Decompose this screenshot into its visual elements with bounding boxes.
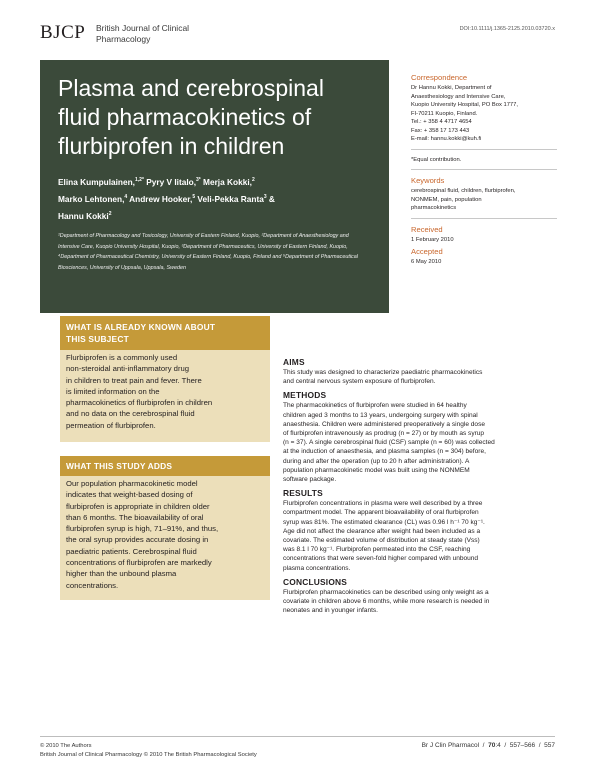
what-this-study-adds-heading: WHAT THIS STUDY ADDS [60,456,270,476]
body-line: neonates and in younger infants. [283,607,379,615]
divider [411,218,557,219]
aims-body [283,368,557,386]
correspondence-email[interactable]: E-mail: hannu.kokki@kuh.fi [411,136,482,142]
journal-name-line1: British Journal of Clinical [96,23,190,33]
body-line: at the induction of anaesthesia, and plasma samples (n = 304) before, [283,448,486,456]
copyright-line: © 2010 The Authors [40,743,92,749]
body-line: concentrations of flurbiprofen are markedly [66,558,212,568]
correspondence-line: Kuopio University Hospital, PO Box 1777, [411,102,518,108]
keywords-line: pharmacokinetics [411,205,457,211]
divider [411,149,557,150]
keywords-line: cerebrospinal fluid, children, flurbiprofen, [411,188,516,194]
body-line: higher than the unbound plasma [66,569,177,579]
page-number: 557 [544,742,555,749]
correspondence-block [411,73,557,144]
title-box [40,60,389,313]
results-body [283,499,557,573]
correspondence-line: Anaesthesiology and Intensive Care, [411,93,506,100]
body-line: paediatric patients. Cerebrospinal fluid [66,546,197,556]
what-is-known-box [60,316,270,442]
body-line: and central nervous system exposure of flurbiprofen. [283,378,436,386]
methods-body [283,401,557,484]
body-line: Our population pharmacokinetic model [66,479,198,488]
author-line-2 [58,190,371,207]
author-affil: 2 [251,177,255,183]
author-affil: 3 [263,193,267,200]
conclusions-body [283,588,557,616]
author-affil: 2 [108,210,112,217]
heading-line: WHAT IS ALREADY KNOWN ABOUT [66,322,216,332]
body-line: permeation of flurbiprofen. [66,420,156,430]
author-affil: 1,2* [135,177,144,183]
author-name: Marko Lehtonen, [58,193,125,204]
separator: / [536,742,543,749]
body-line: Flurbiprofen pharmacokinetics can be described using only weight as a [283,588,489,596]
author-name: Pyry V Iitalo, [143,176,197,187]
author-line-1 [58,173,371,190]
body-line: covariate in children above 6 months, while more research is needed in [283,598,490,606]
body-line: flurbiprofen syrup is high, 71–91%, and thus, [66,524,219,534]
author-name: Merja Kokki, [200,176,252,187]
heading-line: THIS SUBJECT [66,334,129,344]
body-line: Flurbiprofen is a commonly used [66,353,178,362]
article-title: Plasma and cerebrospinal fluid pharmacokinetics of flurbiprofen in children [58,75,324,159]
keywords-line: NONMEM, pain, population [411,196,482,203]
journal-abbrev: Br J Clin Pharmacol [421,742,480,749]
correspondence-line: Fax: + 358 17 173 443 [411,127,470,134]
article-sidebar [411,73,557,270]
body-line: than 6 months. The bioavailability of oral [66,512,204,522]
author-name: Elina Kumpulainen, [58,176,135,187]
body-line: population pharmacokinetic model was built using the NONMEM [283,466,470,474]
journal-name [96,23,189,45]
affiliations: ¹Department of Pharmacology and Toxicology, University of Eastern Finland, Kuopio, ²Department of Anaesthesiology and Intensive Care, Kuopio University Hospital, Kuopio, ³Department of Pharmaceutics, University of Eastern Finland, Kuopio, ⁴Department of Pharmaceutical Chemistry, University of Eastern Finland, Kuopio, Finland and ⁵Department of Pharmaceutical Biosciences, University of Uppsala, Uppsala, Sweden [58,233,358,271]
author-list [58,173,371,223]
author-affil: 4 [124,193,128,200]
body-line: compartment model. The apparent bioavailability of oral flurbiprofen [283,509,479,517]
volume: 70 [488,742,496,749]
body-line: pharmacokinetics of flurbiprofen in children [66,398,213,408]
separator: / [480,742,487,749]
received-date: 1 February 2010 [411,236,454,243]
author-name: Andrew Hooker, [127,193,193,204]
body-line: and no data on the cerebrospinal fluid [66,409,195,419]
accepted-heading: Accepted [411,247,443,256]
author-line-3 [58,207,371,224]
page-range: 557–566 [509,742,536,749]
correspondence-heading: Correspondence [411,73,468,82]
keywords-heading: Keywords [411,176,445,185]
body-line: was 8.1 l 70 kg⁻¹. Flurbiprofen permeated into the CSF, reaching [283,546,471,554]
journal-name-line2: Pharmacology [96,34,151,44]
body-line: non-steroidal anti-inflammatory drug [66,364,190,374]
copyright-line: British Journal of Clinical Pharmacology © 2010 The British Pharmacological Society [40,751,257,758]
results-heading: RESULTS [283,488,323,499]
accepted-block [411,247,557,267]
correspondence-line: Dr Hannu Kokki, Department of [411,85,492,91]
body-line: (n = 37). A single cerebrospinal fluid (CSF) sample (n = 60) was collected [283,439,495,447]
body-line: covariate. The estimated volume of distribution at steady state (Vss) [283,537,480,545]
body-line: anaesthesia. Children were administered preoperatively a single dose [283,420,485,428]
divider [411,169,557,170]
body-line: plasma concentrations. [283,564,351,572]
author-name: Hannu Kokki [58,210,109,221]
body-line: syrup was 81%. The estimated clearance (CL) was 0.96 l h⁻¹ 70 kg⁻¹. [283,518,485,526]
separator: / [502,742,508,749]
what-this-study-adds-body [60,476,270,591]
accepted-date: 6 May 2010 [411,259,442,265]
footer-divider [40,736,555,737]
methods-heading: METHODS [283,390,327,401]
body-line: of flurbiprofen intravenously as prodrug (n = 27) or by mouth as syrup [283,430,485,438]
body-line: indicates that weight-based dosing of [66,490,193,500]
equal-contribution-note: *Equal contribution. [411,156,462,163]
what-is-known-body [60,350,270,431]
issue: :4 [495,742,501,749]
body-line: children aged 3 months to 13 years, undergoing surgery with spinal [283,411,478,419]
body-line: Age did not affect the clearance after weight had been included as a [283,527,481,535]
correspondence-line: Tel.: + 358 4 4717 4654 [411,119,472,125]
conclusions-heading: CONCLUSIONS [283,576,348,587]
keywords-block [411,176,557,213]
author-name: Veli-Pekka Ranta [195,193,264,204]
doi: DOI:10.1111/j.1365-2125.2010.03720.x [459,26,555,32]
body-line: concentrations. [66,580,119,590]
journal-header [40,20,555,52]
copyright [40,742,257,759]
journal-logo: BJCP [40,22,86,43]
received-block [411,225,557,245]
aims-heading: AIMS [283,357,305,367]
author-affil: 5 [192,193,196,200]
author-ampersand: & [266,193,275,204]
body-line: the oral syrup provides accurate dosing in [66,535,209,545]
body-line: The pharmacokinetics of flurbiprofen were studied in 64 healthy [283,402,467,410]
what-is-known-heading [60,316,270,350]
author-affil: 3* [196,177,201,183]
correspondence-line: FI-70211 Kuopio, Finland. [411,110,478,117]
body-line: flurbiprofen is appropriate in children older [66,501,210,511]
body-line: during and after the operation (up to 20 h after administration). A [283,457,470,465]
body-line: This study was designed to characterize paediatric pharmacokinetics [283,369,483,376]
body-line: in children to treat pain and fever. There [66,375,202,385]
abstract [283,357,557,619]
received-heading: Received [411,224,443,234]
body-line: Flurbiprofen concentrations in plasma were well described by a three [283,500,483,508]
body-line: software package. [283,476,337,484]
what-this-study-adds-box [60,456,270,600]
body-line: concentrations that were seven-fold higher compared with unbound [283,555,479,563]
citation [422,742,555,749]
body-line: is limited information on the [66,386,160,396]
